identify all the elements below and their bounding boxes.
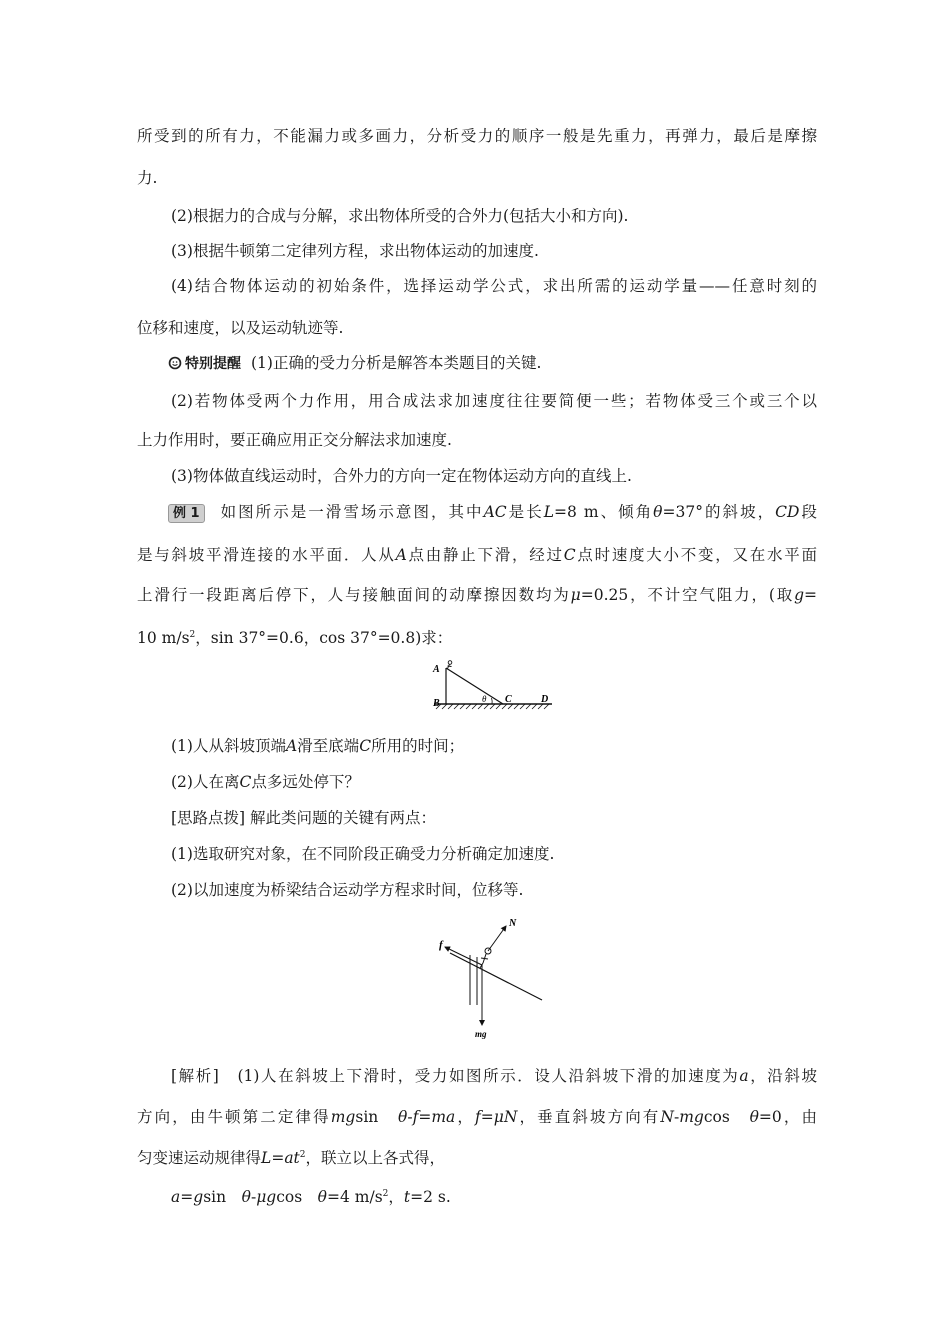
ski-slope-figure	[426, 658, 556, 716]
example-line: 是与斜坡平滑连接的水平面．人从A点由静止下滑，经过C点时速度大小不变，又在水平面	[137, 546, 817, 564]
paragraph-line: (2)根据力的合成与分解，求出物体所受的合外力(包括大小和方向).	[171, 207, 629, 225]
angle-arc	[492, 698, 493, 704]
example-line: 10 $m/s^2$，sin 37°=0.6，cos 37°=0.8)求：	[137, 629, 453, 648]
label-c: C	[505, 694, 512, 705]
paragraph-line: 位移和速度，以及运动轨迹等.	[137, 319, 344, 337]
slope-line-ac	[446, 668, 503, 704]
incline-line	[450, 953, 542, 1000]
solution-line: [解析] (1)人在斜坡上下滑时，受力如图所示．设人沿斜坡下滑的加速度为a，沿斜坡	[171, 1067, 817, 1085]
solution-line: 方向，由牛顿第二定律得mgsin θ-f=ma，f=μN，垂直斜坡方向有N-mgcos θ=0，由	[137, 1108, 817, 1126]
paragraph-line: (4)结合物体运动的初始条件，选择运动学公式，求出所需的运动学量——任意时刻的	[171, 277, 817, 295]
label-b: B	[433, 698, 440, 709]
hint-line: (2)以加速度为桥梁结合运动学方程求时间，位移等.	[171, 881, 524, 899]
example-line: 上滑行一段距离后停下，人与接触面间的动摩擦因数均为μ=0.25，不计空气阻力，(取g=	[137, 586, 817, 604]
label-d: D	[541, 694, 549, 705]
example-badge: 例 1	[168, 504, 205, 523]
tip-text: 上力作用时，要正确应用正交分解法求加速度.	[137, 431, 452, 449]
paragraph-line: 力.	[137, 169, 158, 187]
hint-line: (1)选取研究对象，在不同阶段正确受力分析确定加速度.	[171, 845, 555, 863]
tip-label: 特别提醒	[185, 356, 241, 372]
label-n: N	[509, 918, 517, 929]
special-tip	[168, 352, 848, 375]
label-a: A	[433, 664, 440, 675]
question-2: (2)人在离C点多远处停下？	[171, 773, 360, 791]
paragraph-line: 所受到的所有力，不能漏力或多画力，分析受力的顺序一般是先重力，再弹力，最后是摩擦	[137, 127, 817, 145]
solution-result: a=gsin θ-μgcos θ=4 $m/s^2$，t=2 s.	[171, 1188, 451, 1207]
tip-text: (1)正确的受力分析是解答本类题目的关键.	[251, 354, 542, 372]
question-1: (1)人从斜坡顶端A滑至底端C所用的时间；	[171, 737, 465, 755]
force-diagram	[430, 913, 550, 1041]
example-line: 例 1 如图所示是一滑雪场示意图，其中AC是长L=8 m、倾角θ=37°的斜坡，CD段	[168, 501, 817, 523]
skier-icon	[448, 661, 452, 669]
label-theta: θ	[482, 694, 487, 704]
friction-force-arrow	[445, 947, 482, 965]
label-f: f	[439, 939, 443, 951]
ground-hatching	[436, 704, 549, 709]
solution-line: 匀变速运动规律得$L=at^2$，联立以上各式得，	[137, 1149, 446, 1168]
label-mg: mg	[475, 1029, 487, 1039]
normal-force-arrow	[488, 926, 506, 951]
tip-text: (3)物体做直线运动时，合外力的方向一定在物体运动方向的直线上.	[171, 467, 632, 485]
paragraph-line: (3)根据牛顿第二定律列方程，求出物体运动的加速度.	[171, 242, 539, 260]
hint-title: [思路点拨] 解此类问题的关键有两点：	[171, 809, 437, 827]
smiley-icon	[168, 356, 182, 370]
tip-text: (2)若物体受两个力作用，用合成法求加速度往往要简便一些；若物体受三个或三个以	[171, 392, 817, 410]
